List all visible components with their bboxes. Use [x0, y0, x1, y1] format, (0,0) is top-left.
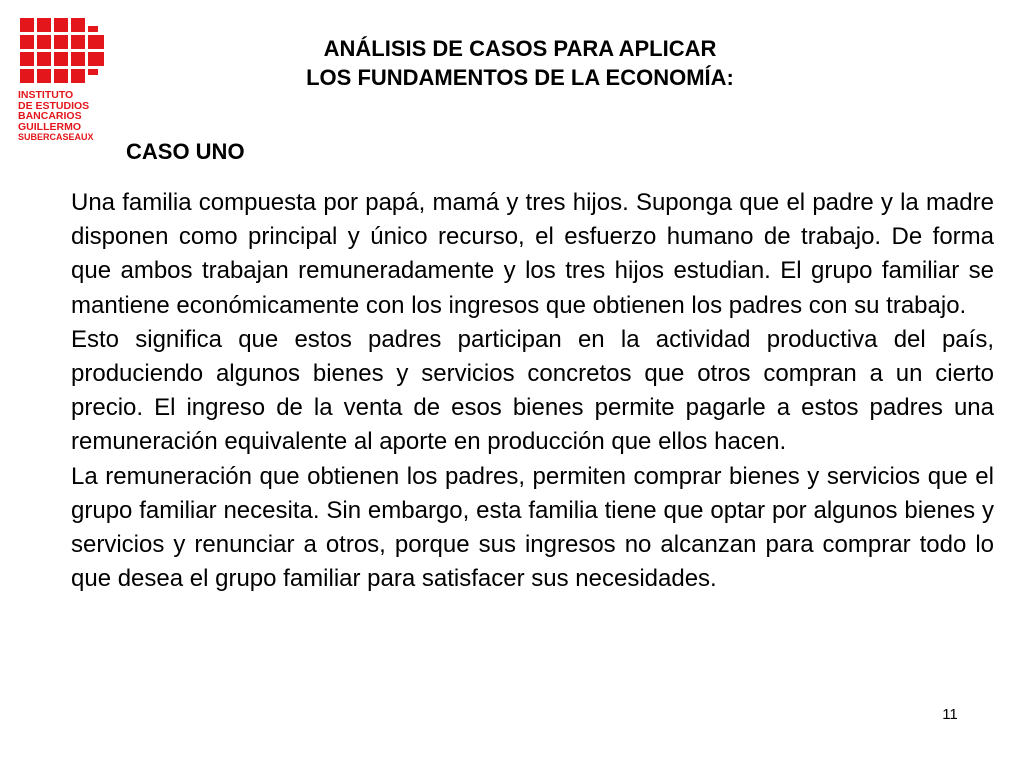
logo-line-5: SUBERCASEAUX — [18, 132, 94, 142]
title-line-1: ANÁLISIS DE CASOS PARA APLICAR — [323, 36, 717, 61]
case-description — [71, 186, 994, 596]
slide-title — [240, 34, 800, 92]
logo-line-3: BANCARIOS — [18, 110, 82, 122]
logo-line-4: GUILLERMO — [18, 120, 81, 133]
title-line-2: LOS FUNDAMENTOS DE LA ECONOMÍA: — [306, 65, 734, 90]
logo-line-2: DE ESTUDIOS — [18, 99, 90, 112]
institute-logo — [18, 16, 114, 144]
paragraph-2: Esto significa que estos padres participan en la actividad productiva del país, produciendo algunos bienes y servicios concretos que otros compran a un cierto precio. El ingreso de la venta de esos bienes permite pagarle a estos padres una remuneración equivalente al aporte en producción que ellos hacen. — [71, 325, 994, 456]
case-label: CASO UNO — [126, 139, 245, 164]
page-number: 11 — [942, 706, 958, 723]
logo-line-1: INSTITUTO — [18, 89, 74, 101]
paragraph-3: La remuneración que obtienen los padres, permiten comprar bienes y servicios que el grupo familiar necesita. Sin embargo, esta familia tiene que optar por algunos bienes y servicios y renunciar a otros, porque sus ingresos no alcanzan para comprar todo lo que desea el grupo familiar para satisfacer sus necesidades. — [71, 462, 994, 593]
ieb-logo-mark — [18, 16, 110, 86]
paragraph-1: Una familia compuesta por papá, mamá y tres hijos. Suponga que el padre y la madre disponen como principal y único recurso, el esfuerzo humano de trabajo. De forma que ambos trabajan remuneradamente y los tres hijos estudian. El grupo familiar se mantiene económicamente con los ingresos que obtienen los padres con su trabajo. — [71, 189, 994, 319]
logo-wordmark — [18, 90, 114, 143]
